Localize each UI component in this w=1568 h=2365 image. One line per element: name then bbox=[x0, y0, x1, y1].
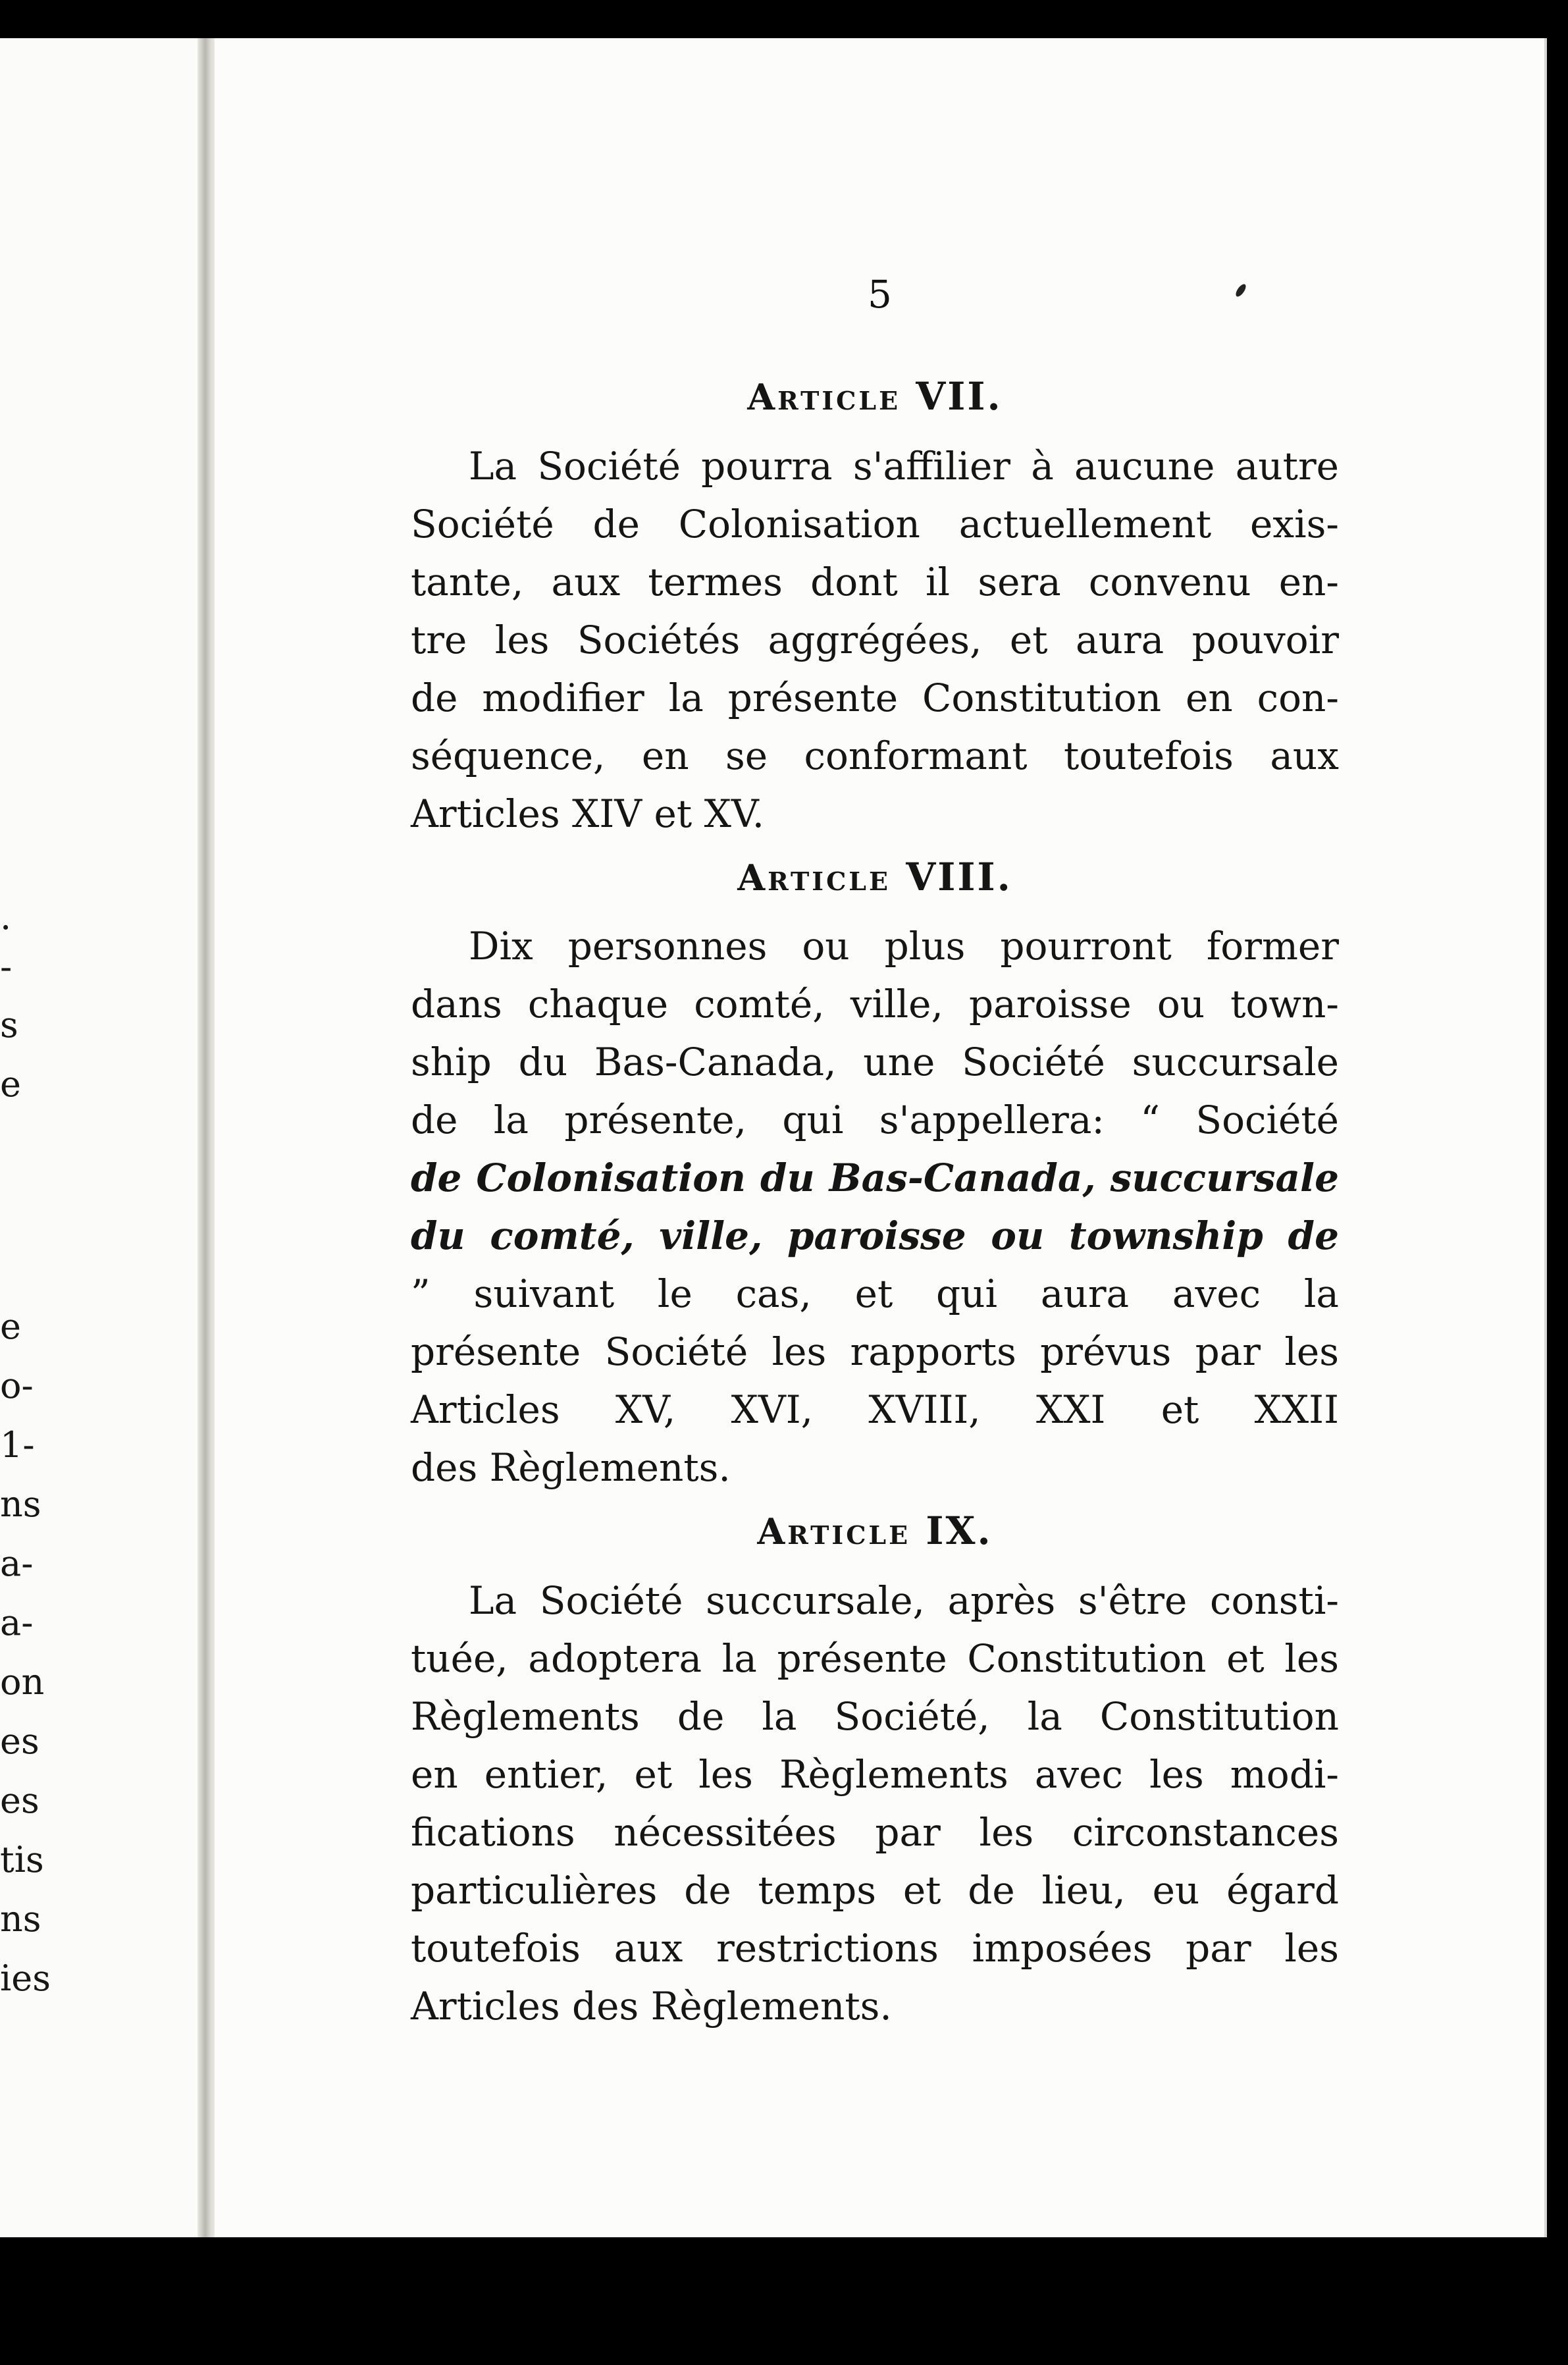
article-heading bbox=[411, 1508, 1339, 1555]
left-page-fragment: e bbox=[0, 1063, 21, 1105]
left-page-fragment: - bbox=[0, 946, 13, 988]
left-page-fragment: tis bbox=[0, 1839, 44, 1880]
article-label: Article bbox=[747, 376, 901, 418]
text-line: fications nécessitées par les circonstances bbox=[411, 1809, 1339, 1855]
text-line: particulières de temps et de lieu, eu égard bbox=[411, 1867, 1339, 1913]
left-page-fragment: ns bbox=[0, 1898, 41, 1940]
italic-text-line: de Colonisation du Bas-Canada, succursale bbox=[411, 1156, 1339, 1201]
text-line: toutefois aux restrictions imposées par les bbox=[411, 1925, 1339, 1971]
article-label: Article bbox=[757, 1510, 911, 1553]
left-page-fragment: o- bbox=[0, 1365, 34, 1406]
text-line: tre les Sociétés aggrégées, et aura pouvoir bbox=[411, 617, 1339, 662]
text-line: tante, aux termes dont il sera convenu en- bbox=[411, 559, 1339, 604]
text-line: tuée, adoptera la présente Constitution et les bbox=[411, 1635, 1339, 1681]
text-line: Dix personnes ou plus pourront former bbox=[469, 924, 1339, 969]
text-line: Règlements de la Société, la Constitution bbox=[411, 1693, 1339, 1739]
text-line: Articles XIV et XV. bbox=[411, 791, 765, 836]
text-line: des Règlements. bbox=[411, 1445, 731, 1491]
left-page-fragment: on bbox=[0, 1661, 45, 1703]
text-line: présente Société les rapports prévus par les bbox=[411, 1329, 1339, 1375]
text-line: Articles des Règlements. bbox=[411, 1983, 892, 2029]
text-line: La Société succursale, après s'être consti- bbox=[469, 1578, 1339, 1623]
text-line: Société de Colonisation actuellement exis- bbox=[411, 501, 1339, 546]
left-page-fragment: . bbox=[0, 896, 12, 938]
article-number: IX. bbox=[926, 1508, 993, 1554]
left-page-fragment: a- bbox=[0, 1602, 34, 1643]
article-label: Article bbox=[737, 856, 891, 899]
article-number: VII. bbox=[916, 374, 1003, 419]
left-page-fragment: e bbox=[0, 1306, 21, 1347]
left-page-fragment: ns bbox=[0, 1483, 41, 1525]
page-number: 5 bbox=[868, 272, 892, 317]
page-text bbox=[411, 374, 1339, 2047]
article-heading bbox=[411, 374, 1339, 420]
left-page-fragment: 1- bbox=[0, 1424, 35, 1466]
text-line: ship du Bas-Canada, une Société succursale bbox=[411, 1040, 1339, 1085]
article-section bbox=[411, 855, 1339, 1497]
article-section bbox=[411, 374, 1339, 843]
text-line: séquence, en se conformant toutefois aux bbox=[411, 733, 1339, 778]
left-page-fragment: es bbox=[0, 1780, 39, 1821]
article-section bbox=[411, 1508, 1339, 2035]
text-line: Articles XV, XVI, XVIII, XXI et XXII bbox=[411, 1387, 1339, 1433]
article-number: VIII. bbox=[906, 854, 1012, 899]
text-line: de modifier la présente Constitution en con- bbox=[411, 675, 1339, 720]
article-heading bbox=[411, 855, 1339, 901]
left-page-fragment: es bbox=[0, 1720, 39, 1762]
text-line: en entier, et les Règlements avec les modi- bbox=[411, 1751, 1339, 1797]
text-line: dans chaque comté, ville, paroisse ou town- bbox=[411, 982, 1339, 1027]
italic-text-line: du comté, ville, paroisse ou township de bbox=[411, 1213, 1339, 1259]
left-page-fragment: a- bbox=[0, 1543, 34, 1584]
left-page-fragment: s bbox=[0, 1004, 18, 1046]
left-page-fragment: ies bbox=[0, 1957, 51, 1999]
text-line: de la présente, qui s'appellera: “ Société bbox=[411, 1098, 1339, 1143]
text-line: La Société pourra s'affilier à aucune autre bbox=[469, 443, 1339, 489]
text-line: ” suivant le cas, et qui aura avec la bbox=[411, 1271, 1339, 1317]
